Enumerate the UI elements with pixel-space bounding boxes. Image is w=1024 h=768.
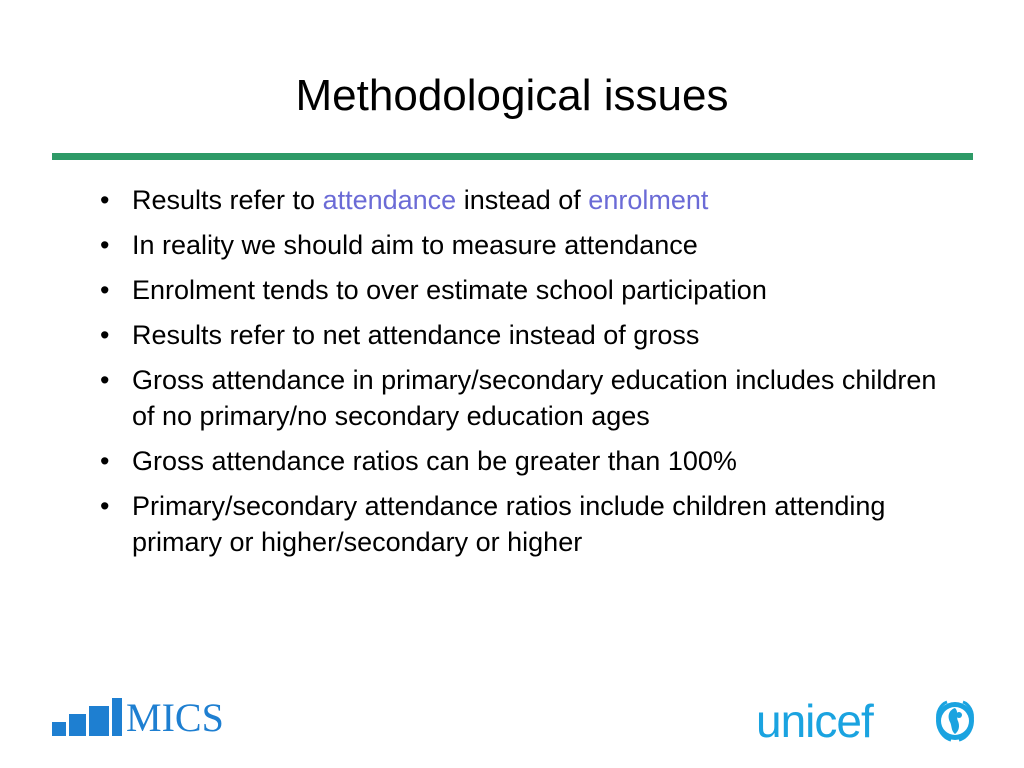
bullet-dot-icon: • [100,365,110,395]
unicef-logo [756,694,986,750]
bullet-item [92,488,942,560]
title-divider [52,153,973,160]
bullet-item [92,362,942,434]
bullet-dot-icon: • [100,275,110,305]
bullet-item [92,443,942,479]
bullet-item [92,272,942,308]
mics-logo-text: MICS [126,695,224,740]
bullet-text: In reality we should aim to measure attendance [132,230,698,260]
bullet-text: Results refer to net attendance instead of gross [132,320,700,350]
bullet-highlight-text: attendance [322,185,457,215]
unicef-emblem-icon [932,698,978,744]
unicef-logo-text: unicef [756,695,873,747]
bullet-text: Primary/secondary attendance ratios include children attending primary or higher/secondary or higher [132,491,886,557]
bullet-item [92,317,942,353]
bullet-dot-icon: • [100,185,110,215]
bullet-dot-icon: • [100,446,110,476]
slide-title: Methodological issues [295,71,729,120]
mics-logo [52,695,252,740]
bullet-dot-icon: • [100,491,110,521]
bullet-text: instead of [456,185,589,215]
bullet-text: Gross attendance in primary/secondary education includes children of no primary/no secondary education ages [132,365,937,431]
bullet-highlight-text: enrolment [588,185,709,215]
bullet-dot-icon: • [100,320,110,350]
bullet-dot-icon: • [100,230,110,260]
bullet-text: Results refer to [132,185,323,215]
bullet-item [92,182,942,218]
bullet-list [92,182,942,569]
bullet-text: Enrolment tends to over estimate school participation [132,275,767,305]
bullet-text: Gross attendance ratios can be greater than 100% [132,446,737,476]
bullet-item [92,227,942,263]
